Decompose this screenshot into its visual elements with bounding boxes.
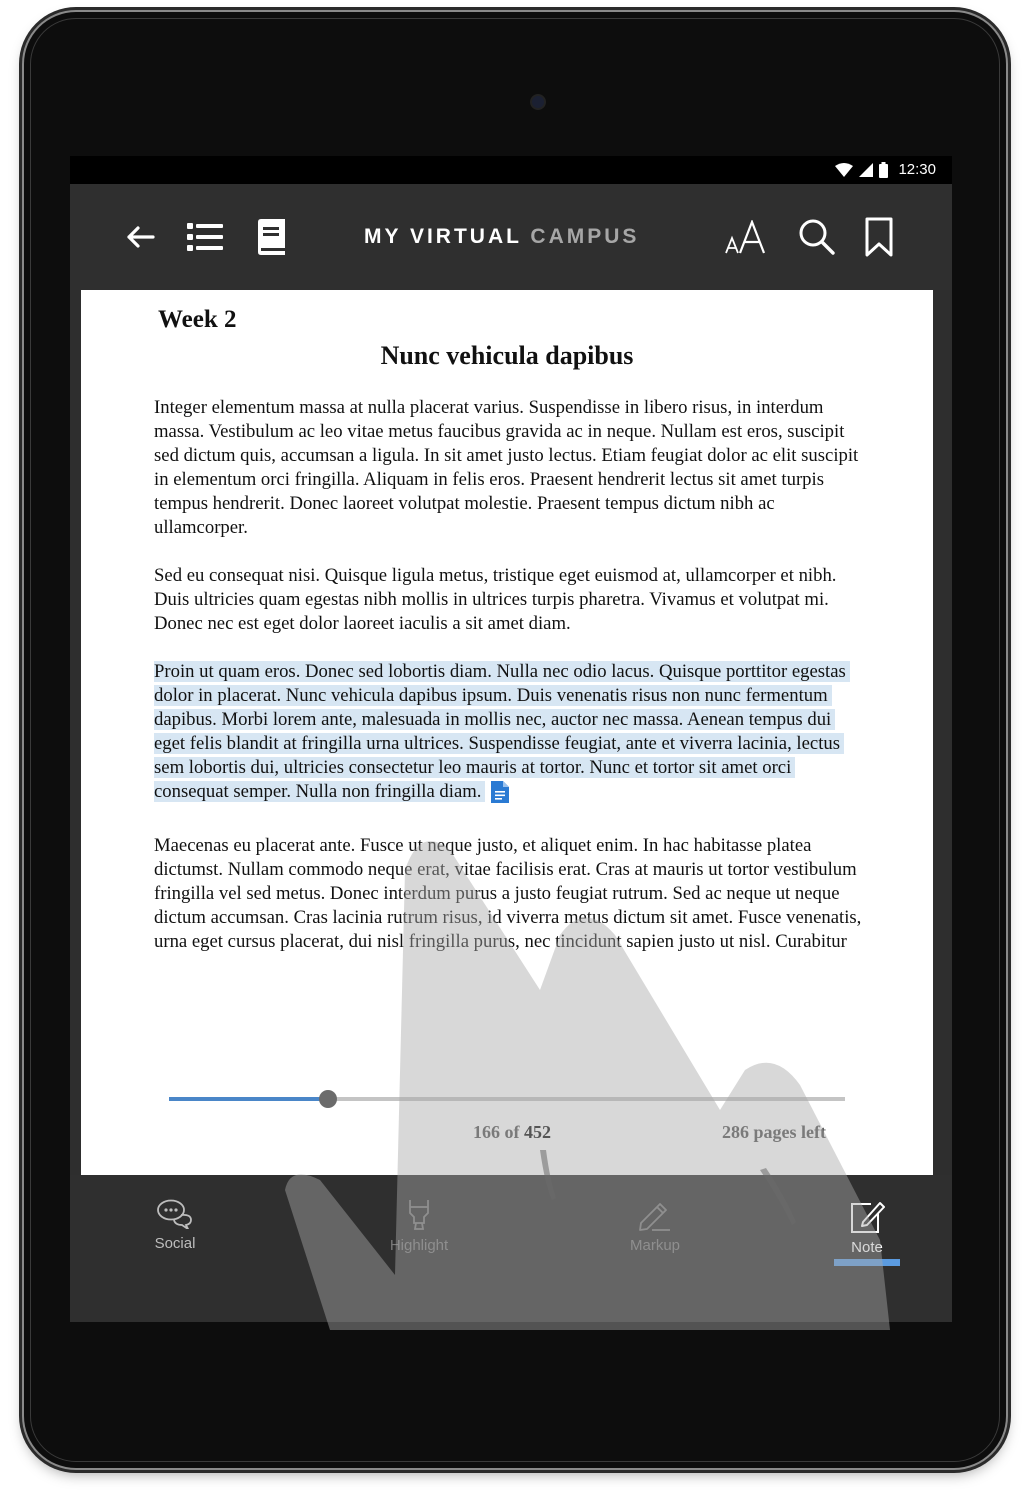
text-size-icon[interactable]	[724, 184, 768, 290]
highlighted-paragraph[interactable]	[154, 660, 866, 810]
front-camera	[532, 96, 544, 108]
app-title-secondary: CAMPUS	[530, 225, 640, 248]
tab-social[interactable]	[110, 1199, 240, 1252]
tab-note-label: Note	[851, 1239, 883, 1256]
wifi-icon	[835, 163, 853, 177]
pencil-icon	[638, 1199, 672, 1231]
current-page: 166	[473, 1122, 500, 1142]
back-arrow-icon[interactable]	[122, 184, 158, 290]
bookmark-icon[interactable]	[864, 184, 894, 290]
note-edit-icon	[849, 1199, 885, 1233]
paragraph[interactable]: Sed eu consequat nisi. Quisque ligula metus, tristique eget euismod at, ullamcorper et nibh. Duis ultricies quam egestas nibh mollis in ultrices turpis pharetra. Vivamus et volutpat mi. Donec nec est eget dolor laoreet iaculis a sit amet diam.	[154, 565, 837, 634]
cellular-signal-icon	[859, 163, 873, 177]
tablet-frame	[24, 12, 1006, 1468]
paragraph[interactable]: Integer elementum massa at nulla placerat varius. Suspendisse in libero risus, in interdum massa. Vestibulum ac leo vitae metus faucibus gravida ac in neque. Nullam est eros, suscipit sed dictum quis, accumsan a ligula. In sit amet justo lectus. Etiam feugiat dolor ac elit suscipit in elementum orci fringilla. Aliquam in felis eros. Praesent hendrerit lectus sit amet turpis tempus hendrerit. Donec laoreet volutpat molestie. Praesent tempus dictum nibh ac ullamcorper.	[154, 397, 859, 538]
app-title	[364, 184, 639, 290]
pages-left: 286 pages left	[722, 1122, 826, 1142]
book-icon[interactable]	[254, 184, 286, 290]
tab-highlight-label: Highlight	[389, 1237, 449, 1254]
slider-track	[169, 1097, 845, 1101]
tab-highlight[interactable]	[354, 1199, 484, 1254]
tab-markup-label: Markup	[629, 1237, 681, 1254]
reading-page	[81, 290, 933, 1175]
tab-social-label: Social	[154, 1235, 196, 1252]
chapter-title: Nunc vehicula dapibus	[380, 341, 634, 370]
annotation-toolbar	[70, 1175, 952, 1322]
slider-handle[interactable]	[319, 1090, 337, 1108]
highlighter-icon	[404, 1199, 434, 1231]
app-title-primary: MY VIRTUAL	[364, 225, 522, 248]
page-progress-slider[interactable]	[169, 1090, 845, 1110]
slider-fill	[169, 1097, 328, 1101]
status-time: 12:30	[898, 161, 936, 178]
battery-icon	[879, 162, 888, 178]
status-bar	[70, 156, 952, 184]
note-document-icon[interactable]	[491, 781, 509, 810]
search-icon[interactable]	[798, 184, 836, 290]
chat-bubbles-icon	[157, 1199, 193, 1229]
highlighted-text[interactable]: Proin ut quam eros. Donec sed lobortis diam. Nulla nec odio lacus. Quisque porttitor egestas dolor in placerat. Nunc vehicula dapibus ipsum. Duis venenatis risus non nunc fermentum dapibus. Morbi lorem ante, malesuada in mollis nec, auctor nec massa. Aenean tempus dui eget felis blandit at fringilla urna ultrices. Suspendisse feugiat, ante et viverra lacinia, lectus sem lobortis dui, ultricies consectetur leo mauris at tortor. Nunc et tortor sit amet orci consequat semper. Nulla non fringilla diam.	[154, 661, 850, 802]
tablet-screen	[70, 156, 952, 1322]
active-tab-indicator	[834, 1259, 900, 1266]
paragraph[interactable]: Maecenas eu placerat ante. Fusce ut neque justo, et aliquet enim. In hac habitasse platea dictumst. Nullam commodo neque erat, vitae facilisis erat. Cras at mauris ut tortor vestibulum fringilla vel sed metus. Donec interdum purus a justo feugiat rutrum. Sed ac neque ut neque dictum accumsan. Cras lacinia rutrum risus, id viverra metus dictum sit amet. Fusce venenatis, urna eget cursus placerat, dui nisl fringilla purus, nec tincidunt sapien justo ut nisl. Curabitur	[154, 835, 862, 952]
page-counter	[473, 1122, 551, 1143]
total-pages: 452	[524, 1122, 551, 1142]
page-of-label: of	[504, 1122, 520, 1142]
book-text[interactable]	[154, 396, 866, 1026]
tab-note[interactable]	[802, 1199, 932, 1256]
tab-markup[interactable]	[590, 1199, 720, 1254]
app-bar	[70, 184, 952, 290]
table-of-contents-icon[interactable]	[186, 184, 224, 290]
week-label: Week 2	[158, 306, 237, 333]
